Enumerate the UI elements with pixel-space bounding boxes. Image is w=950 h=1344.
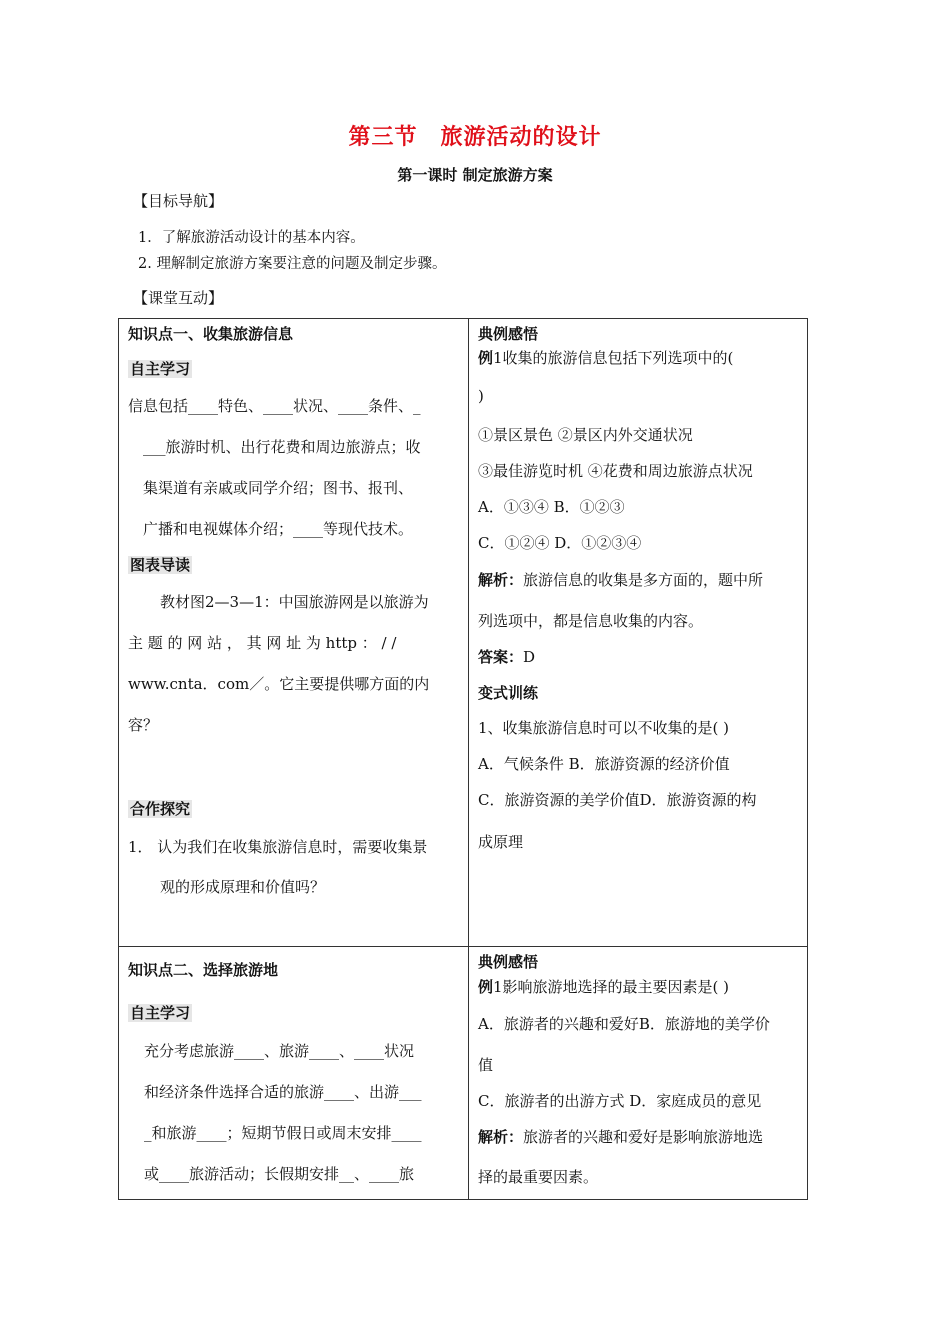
text-line: A．气候条件 B．旅游资源的经济价值 — [478, 755, 730, 773]
text-line: 1、收集旅游信息时可以不收集的是( ) — [478, 719, 730, 737]
text-line: 教材图2—3—1：中国旅游网是以旅游为 — [160, 593, 429, 611]
text-line: 1． 认为我们在收集旅游信息时，需要收集景 — [128, 838, 428, 856]
analysis-label: 解析： — [478, 571, 524, 589]
text-line: ) — [478, 387, 484, 405]
analysis-text: 旅游信息的收集是多方面的，题中所 — [523, 571, 764, 589]
answer-text: D — [523, 648, 536, 666]
example-heading: 典例感悟 — [478, 953, 539, 971]
knowledge-heading-1: 知识点一、收集旅游信息 — [128, 325, 294, 343]
text-line: 成原理 — [478, 833, 524, 851]
variant-heading: 变式训练 — [478, 684, 539, 702]
chart-guide-label: 图表导读 — [130, 556, 191, 574]
example-question: 1影响旅游地选择的最主要因素是( ) — [493, 978, 730, 996]
page-title: 第三节 旅游活动的设计 — [348, 125, 602, 150]
answer-label: 答案： — [478, 648, 524, 666]
analysis-text: 列选项中，都是信息收集的内容。 — [478, 612, 704, 630]
text-line: www.cnta．com／。它主要提供哪方面的内 — [128, 675, 430, 693]
option-line: 值 — [478, 1056, 494, 1074]
self-study-label: 自主学习 — [130, 1004, 191, 1022]
goal-item: 2. 理解制定旅游方案要注意的问题及制定步骤。 — [138, 256, 447, 272]
row2-left-cell — [118, 946, 469, 1200]
text-line: 和经济条件选择合适的旅游____、出游___ — [144, 1083, 422, 1101]
analysis-text: 旅游者的兴趣和爱好是影响旅游地选 — [523, 1128, 764, 1146]
option-line: ③最佳游览时机 ④花费和周边旅游点状况 — [478, 462, 753, 480]
option-line: A．①③④ B．①②③ — [478, 498, 625, 516]
knowledge-heading-2: 知识点二、选择旅游地 — [128, 961, 279, 979]
text-line: 主 题 的 网 站 ， 其 网 址 为 http ： / / — [128, 634, 397, 652]
option-line: ①景区景色 ②景区内外交通状况 — [478, 426, 693, 444]
option-line: C．①②④ D．①②③④ — [478, 534, 642, 552]
text-line: 集渠道有亲戚或同学介绍；图书、报刊、 — [143, 479, 414, 497]
classroom-heading: 【课堂互动】 — [133, 289, 224, 307]
goals-heading: 【目标导航】 — [133, 192, 224, 210]
text-line: 充分考虑旅游____、旅游____、____状况 — [144, 1042, 415, 1060]
text-line: 广播和电视媒体介绍；____等现代技术。 — [143, 520, 414, 538]
text-line: _和旅游____；短期节假日或周末安排____ — [144, 1124, 422, 1142]
text-line: 容？ — [128, 716, 159, 734]
goal-item: 1．了解旅游活动设计的基本内容。 — [138, 230, 365, 246]
text-line: ___旅游时机、出行花费和周边旅游点；收 — [143, 438, 421, 456]
text-line: 信息包括____特色、____状况、____条件、_ — [128, 397, 421, 415]
option-line: A．旅游者的兴趣和爱好B．旅游地的美学价 — [478, 1015, 770, 1033]
text-line: C．旅游资源的美学价值D．旅游资源的构 — [478, 791, 757, 809]
option-line: C．旅游者的出游方式 D．家庭成员的意见 — [478, 1092, 762, 1110]
analysis-text: 择的最重要因素。 — [478, 1168, 599, 1186]
analysis-label: 解析： — [478, 1128, 524, 1146]
self-study-label: 自主学习 — [130, 360, 191, 378]
example-label: 例 — [478, 978, 494, 996]
text-line: 观的形成原理和价值吗？ — [160, 878, 326, 896]
example-heading: 典例感悟 — [478, 325, 539, 343]
example-question: 1收集的旅游信息包括下列选项中的( — [493, 349, 734, 367]
page-subtitle: 第一课时 制定旅游方案 — [397, 166, 553, 184]
coop-label: 合作探究 — [130, 800, 191, 818]
row1-right-cell — [468, 318, 808, 947]
text-line: 或____旅游活动；长假期安排__、____旅 — [144, 1165, 415, 1183]
example-label: 例 — [478, 349, 494, 367]
